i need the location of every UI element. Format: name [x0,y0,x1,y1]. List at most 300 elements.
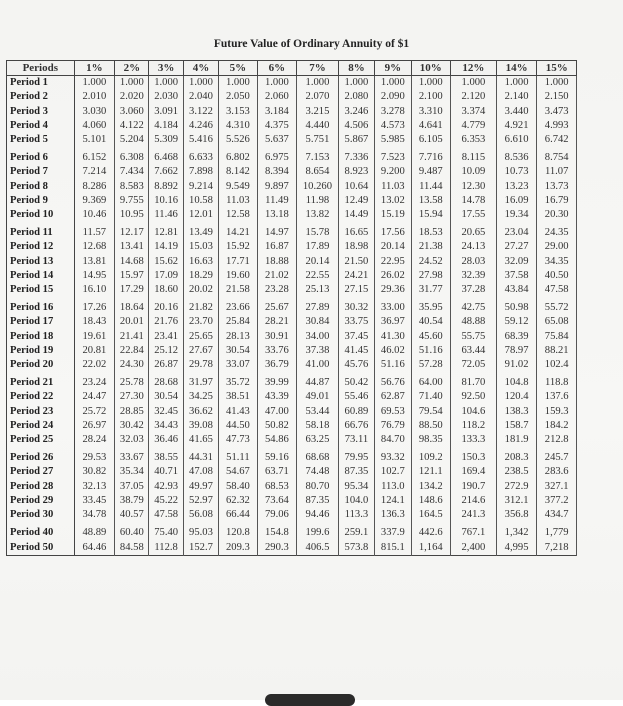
value-cell: 20.30 [537,208,577,222]
value-cell: 113.3 [338,508,374,522]
table-row [7,480,577,494]
period-label: Period 18 [7,330,75,344]
header-row [7,61,577,76]
value-cell: 87.35 [338,465,374,479]
value-cell: 5.985 [375,133,411,147]
value-cell: 56.76 [375,372,411,390]
value-cell: 21.82 [183,297,218,315]
value-cell: 17.29 [115,283,149,297]
col-header: 14% [496,61,537,76]
value-cell: 3.246 [338,105,374,119]
period-label: Period 14 [7,269,75,283]
period-label: Period 6 [7,147,75,165]
table-row [7,180,577,194]
value-cell: 16.65 [338,222,374,240]
value-cell: 1.000 [338,76,374,91]
value-cell: 13.02 [375,194,411,208]
value-cell: 1,342 [496,522,537,540]
value-cell: 14.97 [257,222,297,240]
value-cell: 7,218 [537,541,577,556]
value-cell: 2.140 [496,90,537,104]
value-cell: 32.13 [74,480,115,494]
period-label: Period 30 [7,508,75,522]
period-label: Period 16 [7,297,75,315]
value-cell: 44.50 [219,419,257,433]
value-cell: 150.3 [451,447,497,465]
value-cell: 2.040 [183,90,218,104]
value-cell: 28.13 [219,330,257,344]
value-cell: 190.7 [451,480,497,494]
value-cell: 5.751 [297,133,339,147]
value-cell: 6.802 [219,147,257,165]
value-cell: 24.13 [451,240,497,254]
value-cell: 32.45 [149,405,183,419]
value-cell: 3.153 [219,105,257,119]
value-cell: 12.30 [451,180,497,194]
value-cell: 24.21 [338,269,374,283]
col-header: 4% [183,61,218,76]
table-row [7,541,577,556]
value-cell: 6.105 [411,133,451,147]
value-cell: 1.000 [537,76,577,91]
value-cell: 58.40 [219,480,257,494]
value-cell: 238.5 [496,465,537,479]
value-cell: 23.24 [74,372,115,390]
value-cell: 84.58 [115,541,149,556]
table-row [7,344,577,358]
value-cell: 4.573 [375,119,411,133]
col-header: 2% [115,61,149,76]
value-cell: 68.39 [496,330,537,344]
col-header: 5% [219,61,257,76]
value-cell: 272.9 [496,480,537,494]
table-row [7,119,577,133]
value-cell: 34.25 [183,390,218,404]
value-cell: 5.309 [149,133,183,147]
value-cell: 21.76 [149,315,183,329]
col-header: 12% [451,61,497,76]
value-cell: 34.00 [297,330,339,344]
value-cell: 17.09 [149,269,183,283]
value-cell: 2.050 [219,90,257,104]
value-cell: 41.30 [375,330,411,344]
value-cell: 6.975 [257,147,297,165]
value-cell: 11.03 [375,180,411,194]
value-cell: 23.28 [257,283,297,297]
value-cell: 74.48 [297,465,339,479]
annuity-table [6,60,577,556]
value-cell: 51.16 [411,344,451,358]
value-cell: 11.98 [297,194,339,208]
value-cell: 3.060 [115,105,149,119]
value-cell: 29.53 [74,447,115,465]
value-cell: 30.32 [338,297,374,315]
value-cell: 4.122 [115,119,149,133]
value-cell: 1.000 [411,76,451,91]
value-cell: 8.286 [74,180,115,194]
value-cell: 7.662 [149,165,183,179]
value-cell: 12.81 [149,222,183,240]
value-cell: 79.54 [411,405,451,419]
value-cell: 10.46 [74,208,115,222]
value-cell: 28.68 [149,372,183,390]
value-cell: 134.2 [411,480,451,494]
value-cell: 241.3 [451,508,497,522]
value-cell: 34.43 [149,419,183,433]
value-cell: 73.11 [338,433,374,447]
value-cell: 15.62 [149,255,183,269]
value-cell: 377.2 [537,494,577,508]
value-cell: 9.200 [375,165,411,179]
value-cell: 9.549 [219,180,257,194]
value-cell: 30.54 [219,344,257,358]
value-cell: 49.01 [297,390,339,404]
value-cell: 113.0 [375,480,411,494]
value-cell: 7.716 [411,147,451,165]
value-cell: 53.44 [297,405,339,419]
value-cell: 14.19 [149,240,183,254]
value-cell: 32.39 [451,269,497,283]
value-cell: 33.76 [257,344,297,358]
value-cell: 164.5 [411,508,451,522]
value-cell: 15.19 [375,208,411,222]
table-row [7,283,577,297]
value-cell: 68.68 [297,447,339,465]
value-cell: 30.82 [74,465,115,479]
value-cell: 5.101 [74,133,115,147]
value-cell: 27.98 [411,269,451,283]
value-cell: 2.010 [74,90,115,104]
value-cell: 14.49 [338,208,374,222]
value-cell: 27.67 [183,344,218,358]
value-cell: 23.41 [149,330,183,344]
table-row [7,330,577,344]
value-cell: 55.46 [338,390,374,404]
value-cell: 767.1 [451,522,497,540]
value-cell: 2,400 [451,541,497,556]
col-header: 15% [537,61,577,76]
value-cell: 442.6 [411,522,451,540]
value-cell: 45.76 [338,358,374,372]
value-cell: 80.70 [297,480,339,494]
value-cell: 63.71 [257,465,297,479]
period-label: Period 7 [7,165,75,179]
value-cell: 290.3 [257,541,297,556]
value-cell: 8.115 [451,147,497,165]
table-row [7,297,577,315]
value-cell: 1.000 [496,76,537,91]
period-label: Period 8 [7,180,75,194]
value-cell: 9.214 [183,180,218,194]
value-cell: 6.152 [74,147,115,165]
value-cell: 37.28 [451,283,497,297]
value-cell: 109.2 [411,447,451,465]
value-cell: 11.07 [537,165,577,179]
value-cell: 5.526 [219,133,257,147]
value-cell: 44.87 [297,372,339,390]
value-cell: 573.8 [338,541,374,556]
col-header: 3% [149,61,183,76]
value-cell: 169.4 [451,465,497,479]
value-cell: 26.97 [74,419,115,433]
value-cell: 406.5 [297,541,339,556]
value-cell: 13.82 [297,208,339,222]
value-cell: 9.755 [115,194,149,208]
value-cell: 27.89 [297,297,339,315]
value-cell: 36.62 [183,405,218,419]
value-cell: 13.23 [496,180,537,194]
value-cell: 34.35 [537,255,577,269]
value-cell: 14.95 [74,269,115,283]
table-row [7,90,577,104]
period-label: Period 21 [7,372,75,390]
value-cell: 6.353 [451,133,497,147]
value-cell: 112.8 [149,541,183,556]
value-cell: 14.21 [219,222,257,240]
value-cell: 37.58 [496,269,537,283]
value-cell: 1.000 [183,76,218,91]
value-cell: 42.93 [149,480,183,494]
value-cell: 91.02 [496,358,537,372]
period-label: Period 24 [7,419,75,433]
value-cell: 47.00 [257,405,297,419]
value-cell: 94.46 [297,508,339,522]
col-header: 6% [257,61,297,76]
value-cell: 88.50 [411,419,451,433]
value-cell: 12.49 [338,194,374,208]
value-cell: 42.75 [451,297,497,315]
value-cell: 16.10 [74,283,115,297]
value-cell: 23.70 [183,315,218,329]
value-cell: 4,995 [496,541,537,556]
value-cell: 37.05 [115,480,149,494]
value-cell: 16.63 [183,255,218,269]
value-cell: 28.03 [451,255,497,269]
value-cell: 18.60 [149,283,183,297]
value-cell: 25.84 [219,315,257,329]
value-cell: 6.742 [537,133,577,147]
value-cell: 36.79 [257,358,297,372]
value-cell: 312.1 [496,494,537,508]
value-cell: 6.633 [183,147,218,165]
value-cell: 39.08 [183,419,218,433]
value-cell: 24.52 [411,255,451,269]
value-cell: 8.923 [338,165,374,179]
value-cell: 31.97 [183,372,218,390]
table-row [7,465,577,479]
value-cell: 41.43 [219,405,257,419]
value-cell: 22.84 [115,344,149,358]
value-cell: 47.08 [183,465,218,479]
table-body [7,76,577,556]
value-cell: 63.25 [297,433,339,447]
value-cell: 21.38 [411,240,451,254]
value-cell: 2.080 [338,90,374,104]
period-label: Period 17 [7,315,75,329]
value-cell: 25.67 [257,297,297,315]
value-cell: 209.3 [219,541,257,556]
value-cell: 57.28 [411,358,451,372]
value-cell: 21.58 [219,283,257,297]
value-cell: 9.369 [74,194,115,208]
value-cell: 40.54 [411,315,451,329]
value-cell: 3.374 [451,105,497,119]
value-cell: 30.91 [257,330,297,344]
value-cell: 138.3 [496,405,537,419]
value-cell: 120.4 [496,390,537,404]
value-cell: 3.122 [183,105,218,119]
value-cell: 1.000 [149,76,183,91]
table-row [7,508,577,522]
value-cell: 12.17 [115,222,149,240]
value-cell: 3.310 [411,105,451,119]
value-cell: 148.6 [411,494,451,508]
period-label: Period 13 [7,255,75,269]
value-cell: 2.120 [451,90,497,104]
value-cell: 26.87 [149,358,183,372]
table-row [7,269,577,283]
value-cell: 1,164 [411,541,451,556]
value-cell: 184.2 [537,419,577,433]
value-cell: 19.61 [74,330,115,344]
value-cell: 11.49 [257,194,297,208]
value-cell: 22.02 [74,358,115,372]
value-cell: 36.97 [375,315,411,329]
value-cell: 58.18 [297,419,339,433]
value-cell: 24.30 [115,358,149,372]
value-cell: 2.070 [297,90,339,104]
value-cell: 92.50 [451,390,497,404]
value-cell: 81.70 [451,372,497,390]
value-cell: 7.153 [297,147,339,165]
value-cell: 118.8 [537,372,577,390]
value-cell: 137.6 [537,390,577,404]
value-cell: 35.95 [411,297,451,315]
value-cell: 3.278 [375,105,411,119]
table-row [7,405,577,419]
value-cell: 3.215 [297,105,339,119]
value-cell: 1.000 [257,76,297,91]
value-cell: 17.89 [297,240,339,254]
period-label: Period 19 [7,344,75,358]
value-cell: 17.71 [219,255,257,269]
value-cell: 4.184 [149,119,183,133]
table-row [7,147,577,165]
value-cell: 124.1 [375,494,411,508]
value-cell: 2.020 [115,90,149,104]
period-label: Period 1 [7,76,75,91]
table-row [7,133,577,147]
value-cell: 4.440 [297,119,339,133]
value-cell: 4.921 [496,119,537,133]
value-cell: 71.40 [411,390,451,404]
value-cell: 33.75 [338,315,374,329]
value-cell: 64.46 [74,541,115,556]
value-cell: 40.71 [149,465,183,479]
period-label: Period 50 [7,541,75,556]
table-row [7,208,577,222]
value-cell: 7.434 [115,165,149,179]
table-row [7,255,577,269]
value-cell: 2.060 [257,90,297,104]
value-cell: 76.79 [375,419,411,433]
value-cell: 10.09 [451,165,497,179]
value-cell: 133.3 [451,433,497,447]
value-cell: 5.204 [115,133,149,147]
value-cell: 13.73 [537,180,577,194]
value-cell: 10.58 [183,194,218,208]
value-cell: 8.583 [115,180,149,194]
value-cell: 6.308 [115,147,149,165]
table-row [7,76,577,91]
value-cell: 39.99 [257,372,297,390]
value-cell: 208.3 [496,447,537,465]
value-cell: 1.000 [115,76,149,91]
period-label: Period 40 [7,522,75,540]
value-cell: 5.416 [183,133,218,147]
value-cell: 118.2 [451,419,497,433]
value-cell: 75.40 [149,522,183,540]
period-label: Period 12 [7,240,75,254]
value-cell: 104.8 [496,372,537,390]
value-cell: 17.55 [451,208,497,222]
table-title: Future Value of Ordinary Annuity of $1 [213,38,410,50]
value-cell: 10.64 [338,180,374,194]
value-cell: 29.36 [375,283,411,297]
value-cell: 47.73 [219,433,257,447]
value-cell: 8.142 [219,165,257,179]
value-cell: 18.88 [257,255,297,269]
value-cell: 5.637 [257,133,297,147]
value-cell: 18.64 [115,297,149,315]
value-cell: 13.18 [257,208,297,222]
value-cell: 20.02 [183,283,218,297]
value-cell: 4.641 [411,119,451,133]
period-label: Period 23 [7,405,75,419]
value-cell: 44.31 [183,447,218,465]
value-cell: 37.45 [338,330,374,344]
value-cell: 120.8 [219,522,257,540]
period-label: Period 5 [7,133,75,147]
value-cell: 62.32 [219,494,257,508]
value-cell: 54.86 [257,433,297,447]
period-label: Period 27 [7,465,75,479]
value-cell: 40.57 [115,508,149,522]
value-cell: 59.12 [496,315,537,329]
value-cell: 25.78 [115,372,149,390]
value-cell: 52.97 [183,494,218,508]
value-cell: 16.79 [537,194,577,208]
value-cell: 28.21 [257,315,297,329]
value-cell: 65.08 [537,315,577,329]
value-cell: 16.87 [257,240,297,254]
value-cell: 1.000 [375,76,411,91]
value-cell: 121.1 [411,465,451,479]
value-cell: 21.50 [338,255,374,269]
value-cell: 75.84 [537,330,577,344]
bottom-control[interactable] [265,694,355,706]
value-cell: 47.58 [149,508,183,522]
col-header: 10% [411,61,451,76]
value-cell: 154.8 [257,522,297,540]
value-cell: 434.7 [537,508,577,522]
value-cell: 51.16 [375,358,411,372]
value-cell: 95.03 [183,522,218,540]
table-row [7,390,577,404]
value-cell: 30.54 [149,390,183,404]
value-cell: 16.09 [496,194,537,208]
value-cell: 12.68 [74,240,115,254]
